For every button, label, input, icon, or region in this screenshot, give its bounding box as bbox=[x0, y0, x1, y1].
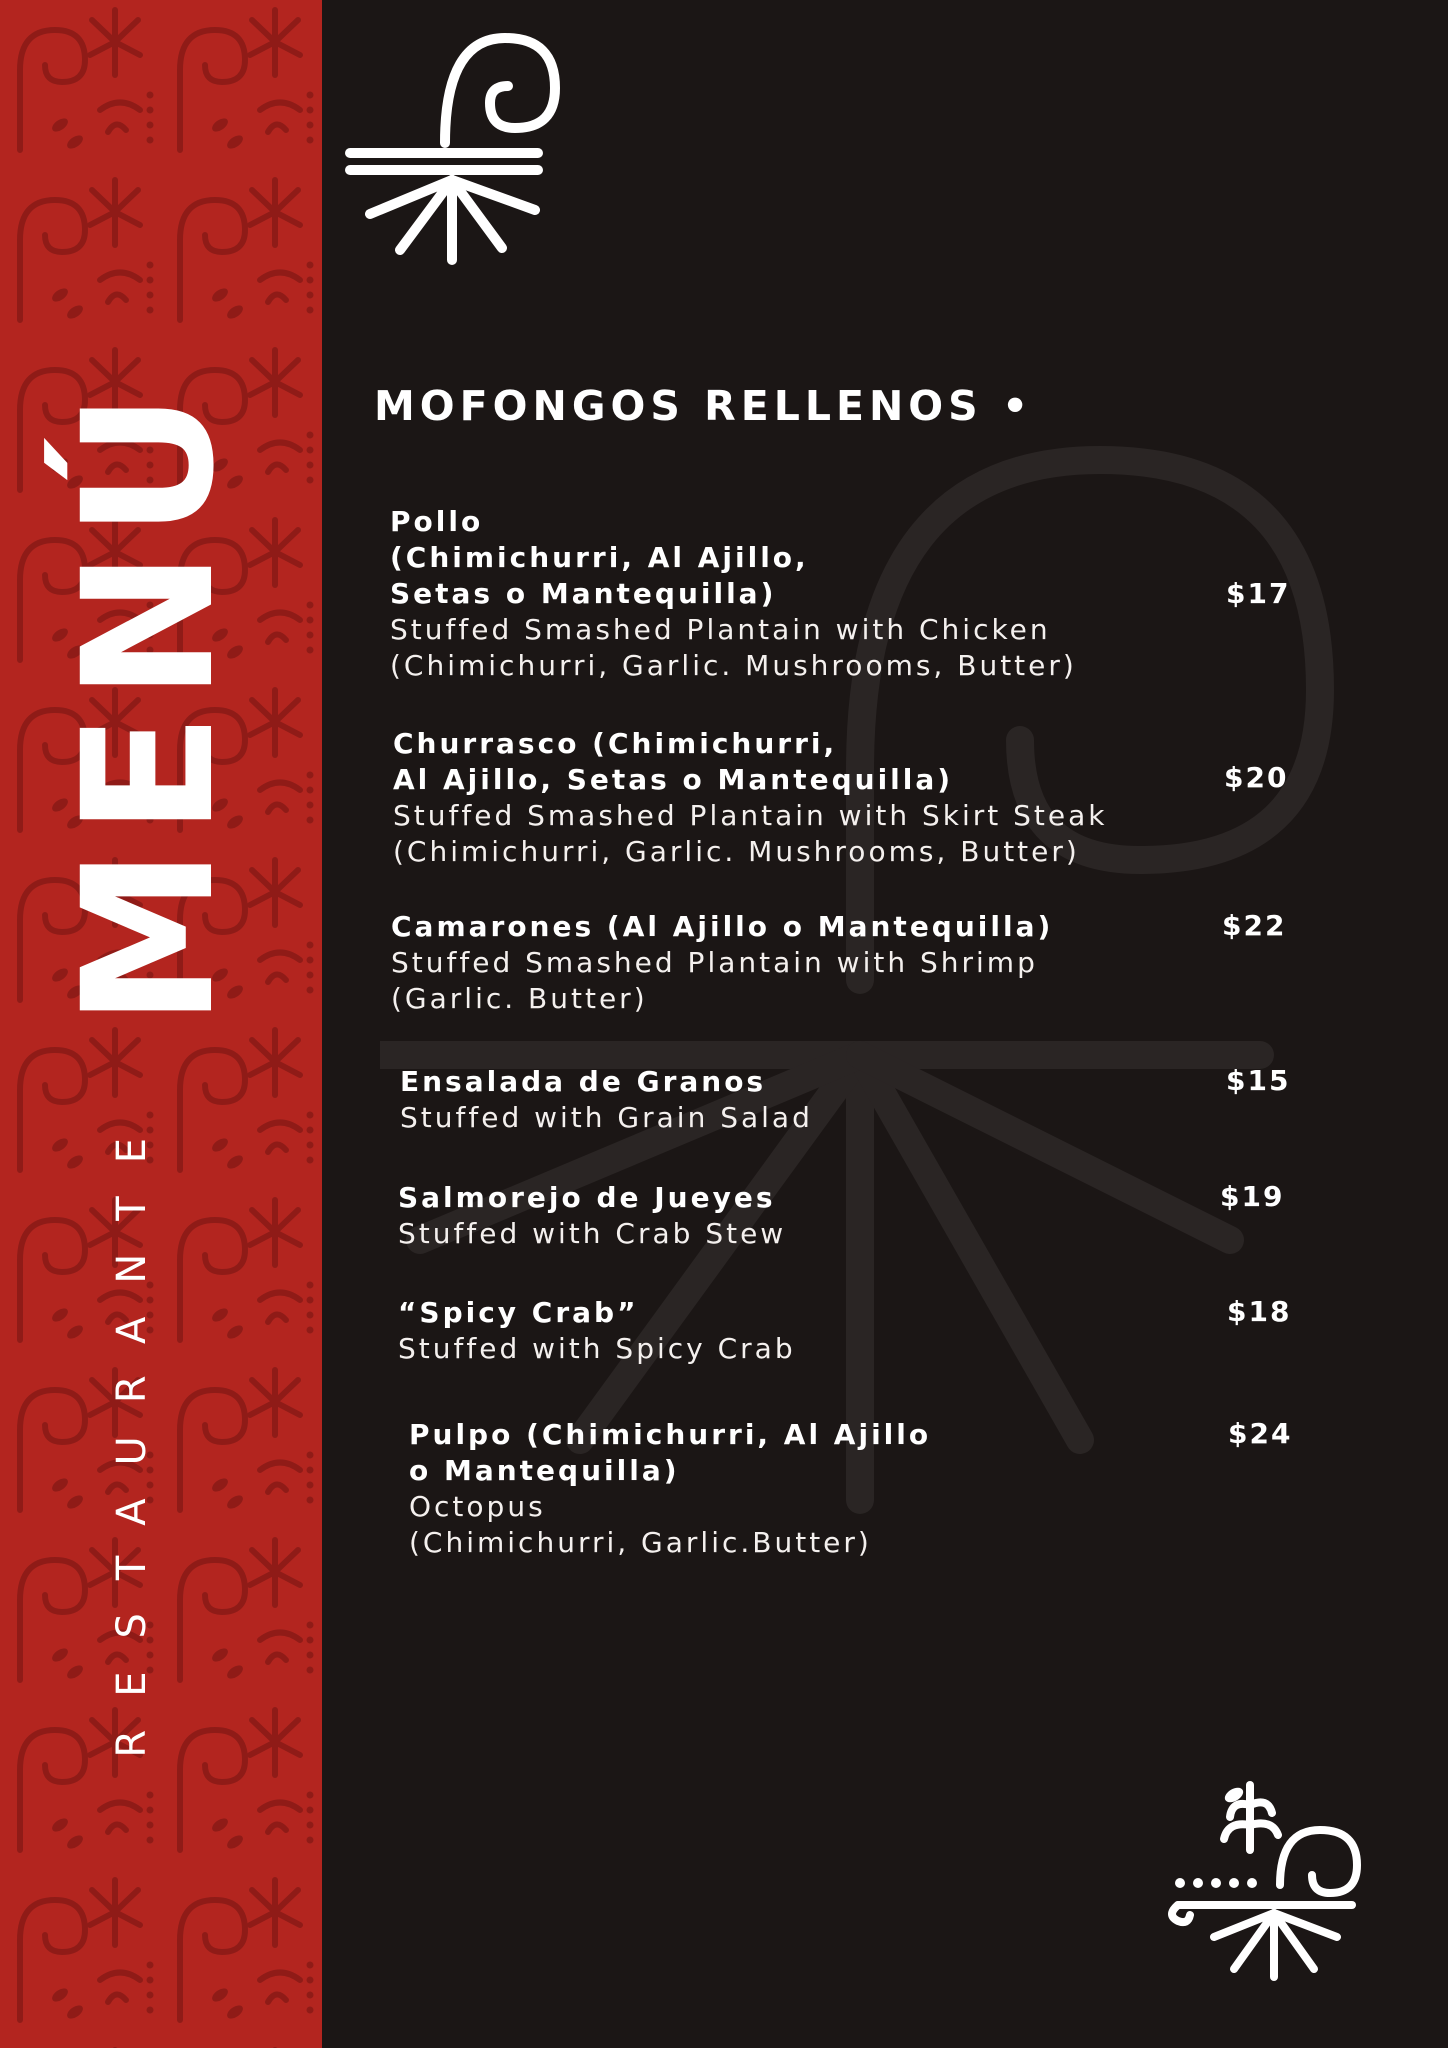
item-name: Churrasco (Chimichurri, Al Ajillo, Setas o Mantequilla) bbox=[393, 727, 954, 796]
item-name: “Spicy Crab” bbox=[398, 1296, 639, 1329]
item-description: Stuffed Smashed Plantain with Chicken (Chimichurri, Garlic. Mushrooms, Butter) bbox=[390, 613, 1077, 682]
restaurant-label: RESTAURANTE bbox=[109, 1105, 155, 1758]
item-price: $18 bbox=[1227, 1295, 1292, 1328]
item-description: Octopus (Chimichurri, Garlic.Butter) bbox=[409, 1490, 872, 1559]
item-price: $24 bbox=[1228, 1417, 1293, 1450]
item-price: $20 bbox=[1224, 761, 1289, 794]
menu-item-camarones bbox=[391, 909, 1053, 1017]
item-description: Stuffed with Grain Salad bbox=[400, 1101, 813, 1134]
menu-item-ensalada bbox=[400, 1064, 813, 1136]
item-name: Pulpo (Chimichurri, Al Ajillo o Mantequilla) bbox=[409, 1418, 932, 1487]
item-price: $17 bbox=[1226, 577, 1291, 610]
item-name: Camarones (Al Ajillo o Mantequilla) bbox=[391, 910, 1054, 943]
section-title: MOFONGOS RELLENOS • bbox=[374, 382, 1034, 430]
menu-item-spicy-crab bbox=[398, 1295, 796, 1367]
sidebar bbox=[0, 0, 322, 2048]
menu-item-churrasco bbox=[393, 726, 1108, 870]
item-name: Salmorejo de Jueyes bbox=[398, 1181, 776, 1214]
item-description: Stuffed Smashed Plantain with Skirt Steak (Chimichurri, Garlic. Mushrooms, Butter) bbox=[393, 799, 1108, 868]
menu-title: MENÚ bbox=[45, 380, 254, 1027]
item-price: $15 bbox=[1226, 1064, 1291, 1097]
item-price: $22 bbox=[1222, 909, 1287, 942]
menu-item-pollo bbox=[390, 504, 1077, 684]
spiral-sun-logo-icon bbox=[340, 28, 570, 268]
item-name: Ensalada de Granos bbox=[400, 1065, 767, 1098]
item-description: Stuffed Smashed Plantain with Shrimp (Garlic. Butter) bbox=[391, 946, 1038, 1015]
item-description: Stuffed with Crab Stew bbox=[398, 1217, 787, 1250]
item-price: $19 bbox=[1220, 1180, 1285, 1213]
item-name: Pollo (Chimichurri, Al Ajillo, Setas o Mantequilla) bbox=[390, 505, 809, 610]
menu-item-salmorejo bbox=[398, 1180, 786, 1252]
menu-item-pulpo bbox=[409, 1417, 931, 1561]
sprig-spiral-sun-logo-icon bbox=[1162, 1765, 1372, 1985]
item-description: Stuffed with Spicy Crab bbox=[398, 1332, 796, 1365]
